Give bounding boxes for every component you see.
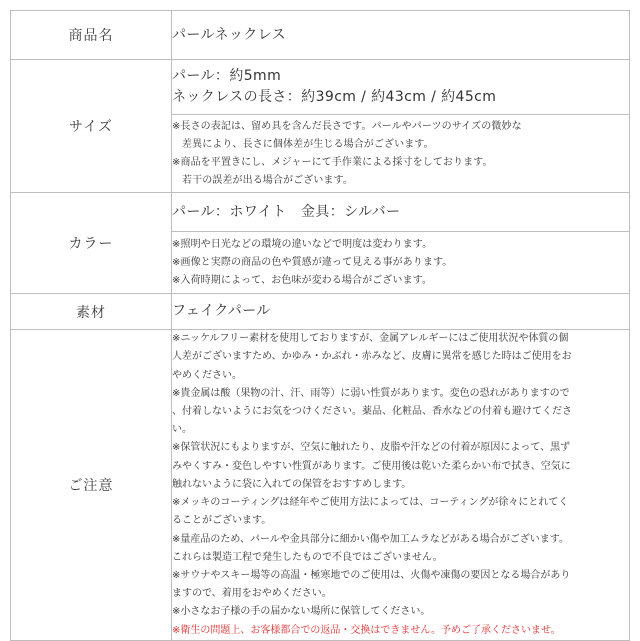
color-note-line: ※画像と実際の商品の色や質感が違って見える事があります。 bbox=[172, 256, 453, 268]
label-size: サイズ bbox=[11, 60, 172, 193]
caution-line: ることがございます。 bbox=[172, 515, 272, 527]
product-spec-table bbox=[10, 10, 630, 641]
caution-line: ※ニッケルフリー素材を使用しておりますが、金属アレルギーにはご使用状況や体質の個 bbox=[172, 333, 569, 345]
color-note-line: ※入荷時期によって、お色味が変わる場合がございます。 bbox=[172, 274, 432, 286]
size-note-line: 差異により、長さに個体差が生じる場合がございます。 bbox=[182, 138, 434, 150]
size-length: ネックレスの長さ：約39cm / 約43cm / 約45cm bbox=[172, 89, 497, 105]
size-values bbox=[172, 60, 630, 115]
label-product-name: 商品名 bbox=[11, 11, 172, 60]
caution-line: みやくすみ・変色しやすい性質があります。ご使用後は乾いた柔らかい布で拭き、空気に bbox=[172, 460, 571, 472]
size-notes bbox=[172, 115, 630, 193]
caution-line: ※小さなお子様の手の届かない場所に保管してください。 bbox=[172, 606, 431, 618]
caution-line: ※貴金属は酸（果物の汁、汗、雨等）に弱い性質があります。変色の恐れがありますので bbox=[172, 387, 570, 399]
caution-line: ますので、着用をおやめください。 bbox=[172, 588, 332, 600]
caution-line: これらは製造工程で発生したもので不良ではございません。 bbox=[172, 551, 443, 563]
caution-line: ※サウナやスキー場等の高温・極寒地でのご使用は、火傷や凍傷の要因となる場合があり bbox=[172, 569, 571, 581]
row-caution bbox=[11, 330, 630, 641]
row-size-main bbox=[11, 60, 630, 115]
label-color: カラー bbox=[11, 193, 172, 294]
caution-line: やめください。 bbox=[172, 369, 242, 381]
caution-notes bbox=[172, 330, 630, 641]
value-material: フェイクパール bbox=[172, 294, 630, 330]
value-product-name: パールネックレス bbox=[172, 11, 630, 60]
caution-line: 人差がございますため、かゆみ・かぶれ・赤みなど、皮膚に異常を感じた時はご使用をお bbox=[172, 351, 572, 363]
size-note-line: ※商品を平置きにし、メジャーにて手作業による採寸をしております。 bbox=[172, 156, 493, 168]
return-policy-warning: ※衛生の問題上、お客様都合での返品・交換はできません。予めご了承くださいませ。 bbox=[172, 624, 561, 636]
caution-line: い。 bbox=[172, 424, 192, 436]
size-note-line: 若干の誤差が出る場合がございます。 bbox=[182, 174, 353, 186]
color-notes bbox=[172, 232, 630, 294]
size-pearl: パール：約5mm bbox=[172, 68, 282, 84]
row-product-name bbox=[11, 11, 630, 60]
caution-line: ※量産品のため、パールや金具部分に細かい傷や加工ムラなどがある場合がございます。 bbox=[172, 533, 569, 545]
row-material bbox=[11, 294, 630, 330]
caution-line: ※メッキのコーティングは経年やご使用方法によっては、コーティングが徐々にとれてく bbox=[172, 497, 569, 509]
label-caution: ご注意 bbox=[11, 330, 172, 641]
row-color-main bbox=[11, 193, 630, 232]
label-material: 素材 bbox=[11, 294, 172, 330]
size-note-line: ※長さの表記は、留め具を含んだ長さです。パールやパーツのサイズの微妙な bbox=[172, 120, 522, 132]
caution-line: ※保管状況にもよりますが、空気に触れたり、皮脂や汗などの付着が原因によって、黒ず bbox=[172, 442, 571, 454]
value-color: パール：ホワイト 金具：シルバー bbox=[172, 193, 630, 232]
caution-line: 触れないように袋に入れての保管をおすすめします。 bbox=[172, 478, 412, 490]
caution-line: 、付着しないようにお気をつけください。薬品、化粧品、香水などの付着も避けてくださ bbox=[172, 406, 572, 418]
color-note-line: ※照明や日光などの環境の違いなどで明度は変わります。 bbox=[172, 238, 433, 250]
